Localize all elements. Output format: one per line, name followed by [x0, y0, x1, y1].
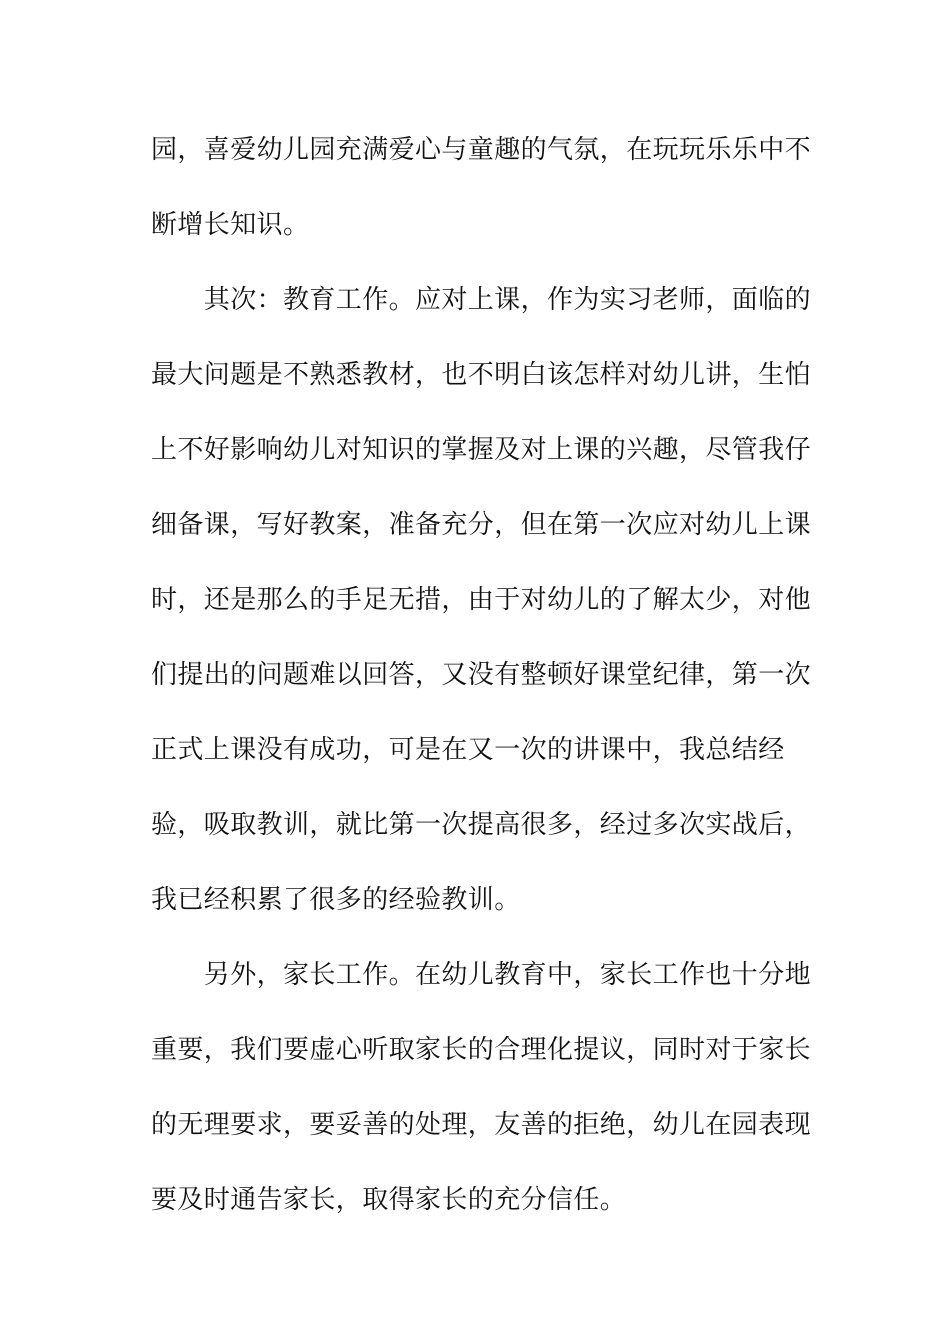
text-line: 其次：教育工作。应对上课，作为实习老师，面临的: [151, 285, 812, 315]
text-line: 验，吸取教训，就比第一次提高很多，经过多次实战后，: [151, 810, 812, 840]
text-line: 最大问题是不熟悉教材，也不明白该怎样对幼儿讲，生怕: [151, 360, 812, 390]
text-line: 时，还是那么的手足无措，由于对幼儿的了解太少，对他: [151, 585, 812, 615]
text-line: 们提出的问题难以回答，又没有整顿好课堂纪律，第一次: [151, 660, 812, 690]
text-line: 要及时通告家长，取得家长的充分信任。: [151, 1185, 627, 1215]
text-line: 的无理要求，要妥善的处理，友善的拒绝，幼儿在园表现: [151, 1110, 812, 1140]
text-line: 我已经积累了很多的经验教训。: [151, 885, 521, 915]
text-line: 细备课，写好教案，准备充分，但在第一次应对幼儿上课: [151, 510, 812, 540]
text-line: 重要，我们要虚心听取家长的合理化提议，同时对于家长: [151, 1035, 812, 1065]
text-line: 另外，家长工作。在幼儿教育中，家长工作也十分地: [151, 960, 812, 990]
text-line: 园，喜爱幼儿园充满爱心与童趣的气氛，在玩玩乐乐中不: [151, 135, 812, 165]
text-line: 上不好影响幼儿对知识的掌握及对上课的兴趣，尽管我仔: [151, 435, 812, 465]
text-line: 正式上课没有成功，可是在又一次的讲课中，我总结经: [151, 735, 785, 765]
text-line: 断增长知识。: [151, 210, 310, 240]
